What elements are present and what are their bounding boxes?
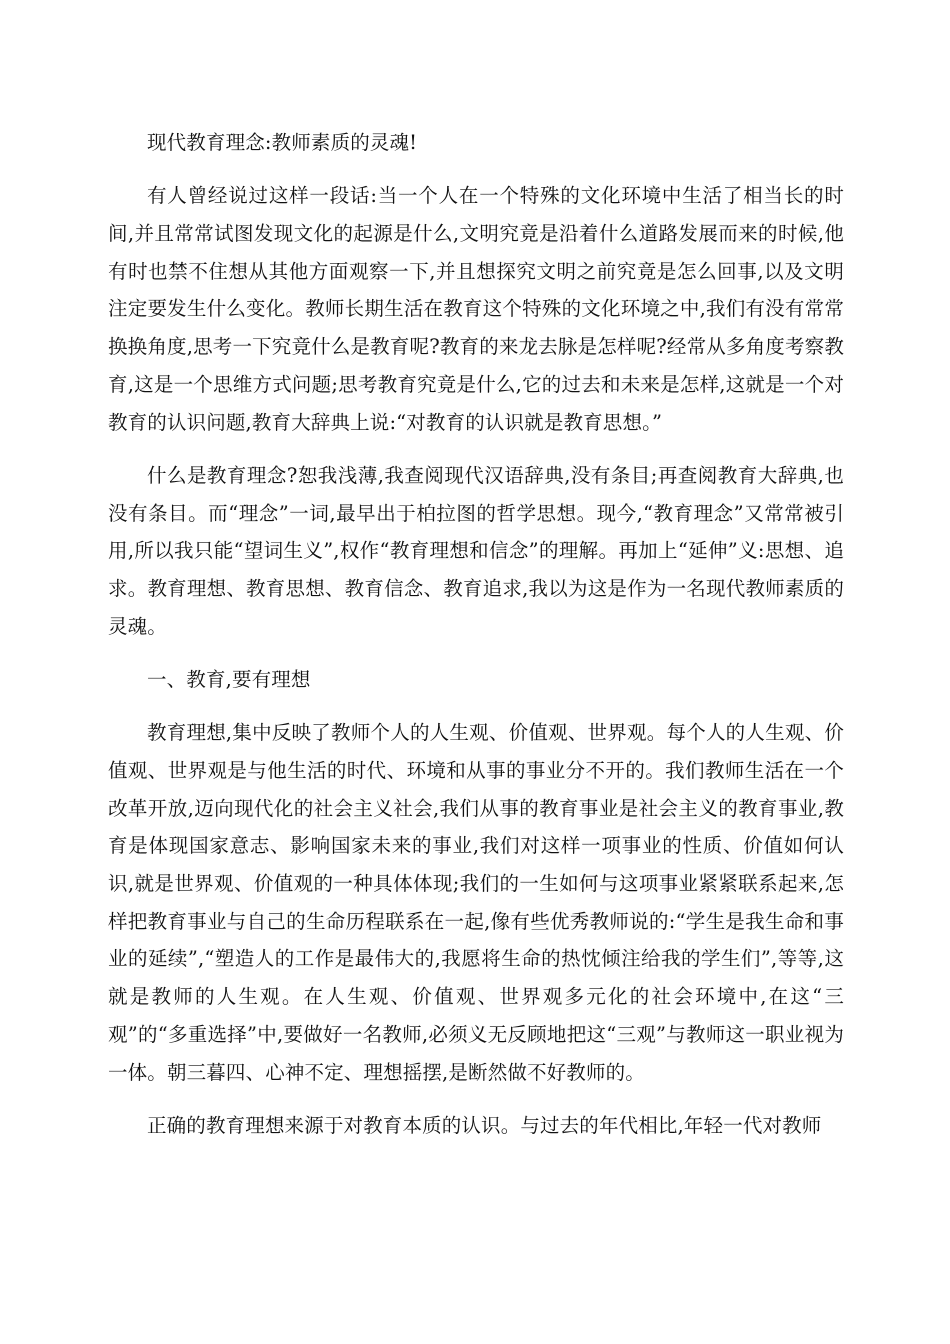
paragraph-education-essence: 正确的教育理想来源于对教育本质的认识。与过去的年代相比,年轻一代对教师 [147,1113,822,1137]
document-title: 现代教育理念:教师素质的灵魂! [147,131,418,154]
paragraph-intro: 有人曾经说过这样一段话:当一个人在一个特殊的文化环境中生活了相当长的时间,并且常常试图发现文化的起源是什么,文明究竟是沿着什么道路发展而来的时候,他有时也禁不住想从其他方面观察一下,并且想探究文明之前究竟是怎么回事,以及文明注定要发生什么变化。教师长期生活在教育这个特殊的文化环境之中,我们有没有常常换换角度,思考一下究竟什么是教育呢?教育的来龙去脉是怎样呢?经常从多角度考察教育,这是一个思维方式问题;思考教育究竟是什么,它的过去和未来是怎样,这就是一个对教育的认识问题,教育大辞典上说:“对教育的认识就是教育思想。” [108,184,844,434]
section-heading: 一、教育,要有理想 [147,667,311,691]
paragraph-education-concept: 什么是教育理念?恕我浅薄,我查阅现代汉语辞典,没有条目;再查阅教育大辞典,也没有条目。而“理念”一词,最早出于柏拉图的哲学思想。现今,“教育理念”又常常被引用,所以我只能“望词生义”,权作“教育理想和信念”的理解。再加上“延伸”义:思想、追求。教育理想、教育思想、教育信念、教育追求,我以为这是作为一名现代教师素质的灵魂。 [108,463,844,638]
paragraph-education-ideal: 教育理想,集中反映了教师个人的人生观、价值观、世界观。每个人的人生观、价值观、世界观是与他生活的时代、环境和从事的事业分不开的。我们教师生活在一个改革开放,迈向现代化的社会主义社会,我们从事的教育事业是社会主义的教育事业,教育是体现国家意志、影响国家未来的事业,我们对这样一项事业的性质、价值如何认识,就是世界观、价值观的一种具体体现;我们的一生如何与这项事业紧紧联系起来,怎样把教育事业与自己的生命历程联系在一起,像有些优秀教师说的:“学生是我生命和事业的延续”,“塑造人的工作是最伟大的,我愿将生命的热忱倾注给我的学生们”,等等,这就是教师的人生观。在人生观、价值观、世界观多元化的社会环境中,在这“三观”的“多重选择”中,要做好一名教师,必须义无反顾地把这“三观”与教师这一职业视为一体。朝三暮四、心神不定、理想摇摆,是断然做不好教师的。 [108,721,844,1084]
document-page [108,124,844,1160]
